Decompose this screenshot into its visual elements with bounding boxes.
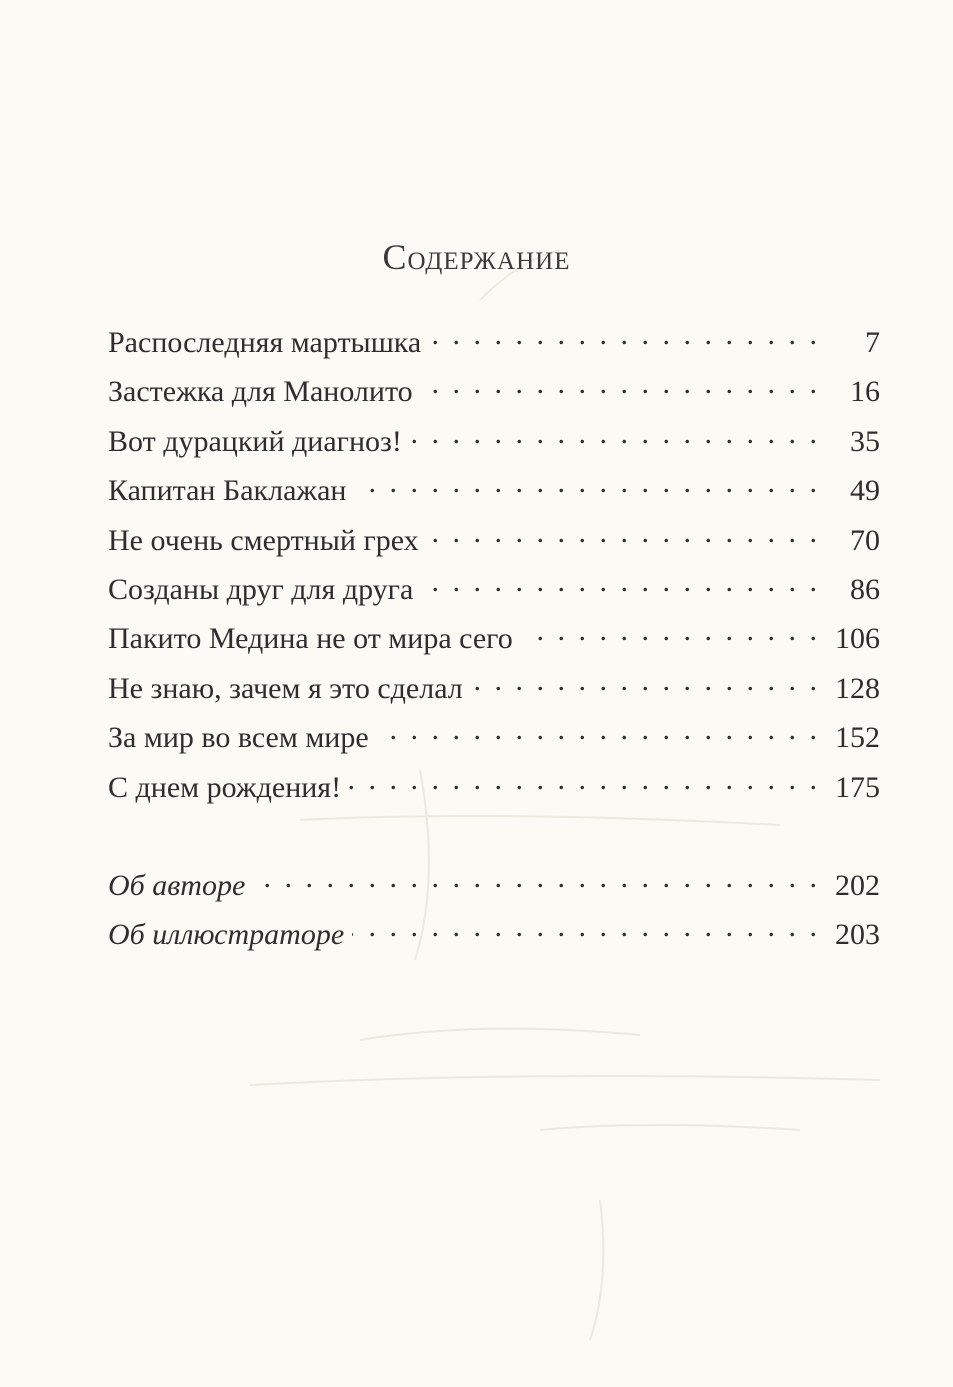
toc-title: Содержание <box>382 237 571 277</box>
toc-entry-title: Созданы друг для друга <box>108 572 414 606</box>
toc-entry <box>108 421 880 470</box>
dot-leader <box>421 371 820 401</box>
toc-entry-page: 16 <box>850 375 880 409</box>
toc-entry-page: 106 <box>835 622 880 656</box>
dot-leader <box>377 717 820 747</box>
dot-leader <box>349 767 820 797</box>
table-of-contents <box>108 322 880 964</box>
toc-entry-title: Капитан Баклажан <box>108 474 347 508</box>
toc-entry <box>108 569 880 618</box>
toc-entry <box>108 767 880 816</box>
dot-leader <box>471 668 820 698</box>
toc-entry-title: Вот дурацкий диагноз! <box>108 424 402 458</box>
toc-entry-page: 175 <box>835 770 880 804</box>
toc-entry-title: За мир во всем мире <box>108 721 369 755</box>
toc-entry-page: 35 <box>850 424 880 458</box>
toc-entry-page: 86 <box>850 572 880 606</box>
toc-entry-title: Распоследняя мартышка <box>108 326 422 359</box>
toc-entry <box>108 520 880 569</box>
dot-leader <box>421 569 820 599</box>
toc-entry-title: Застежка для Манолито <box>108 375 413 409</box>
toc-entry-title: Не очень смертный грех <box>108 523 419 557</box>
toc-entry <box>108 618 880 667</box>
dot-leader <box>355 470 821 500</box>
dot-leader <box>521 618 820 648</box>
toc-entry <box>108 717 880 766</box>
toc-entry-title: Не знаю, зачем я это сделал <box>108 671 463 705</box>
dot-leader <box>429 322 820 352</box>
dot-leader <box>352 914 820 944</box>
section-gap <box>108 816 880 865</box>
dot-leader <box>253 865 820 895</box>
toc-appendix-entry <box>108 865 880 914</box>
toc-entry-title: Пакито Медина не от мира сего <box>108 622 513 656</box>
toc-entry <box>108 371 880 420</box>
toc-entry-page: 128 <box>835 671 880 705</box>
toc-entry-page: 202 <box>835 868 880 902</box>
toc-entry-page: 7 <box>865 326 880 359</box>
toc-entry-title: С днем рождения! <box>108 770 342 804</box>
toc-entry <box>108 668 880 717</box>
toc-appendix-entry <box>108 914 880 963</box>
toc-entry <box>108 322 880 371</box>
toc-entry-page: 49 <box>850 474 880 508</box>
dot-leader <box>410 421 820 451</box>
toc-entry-title: Об авторе <box>108 868 246 902</box>
toc-entry <box>108 470 880 519</box>
toc-entry-page: 70 <box>850 523 880 557</box>
toc-entry-page: 152 <box>835 721 880 755</box>
dot-leader <box>427 520 820 550</box>
toc-entry-page: 203 <box>835 918 880 952</box>
toc-entry-title: Об иллюстраторе <box>108 918 345 952</box>
